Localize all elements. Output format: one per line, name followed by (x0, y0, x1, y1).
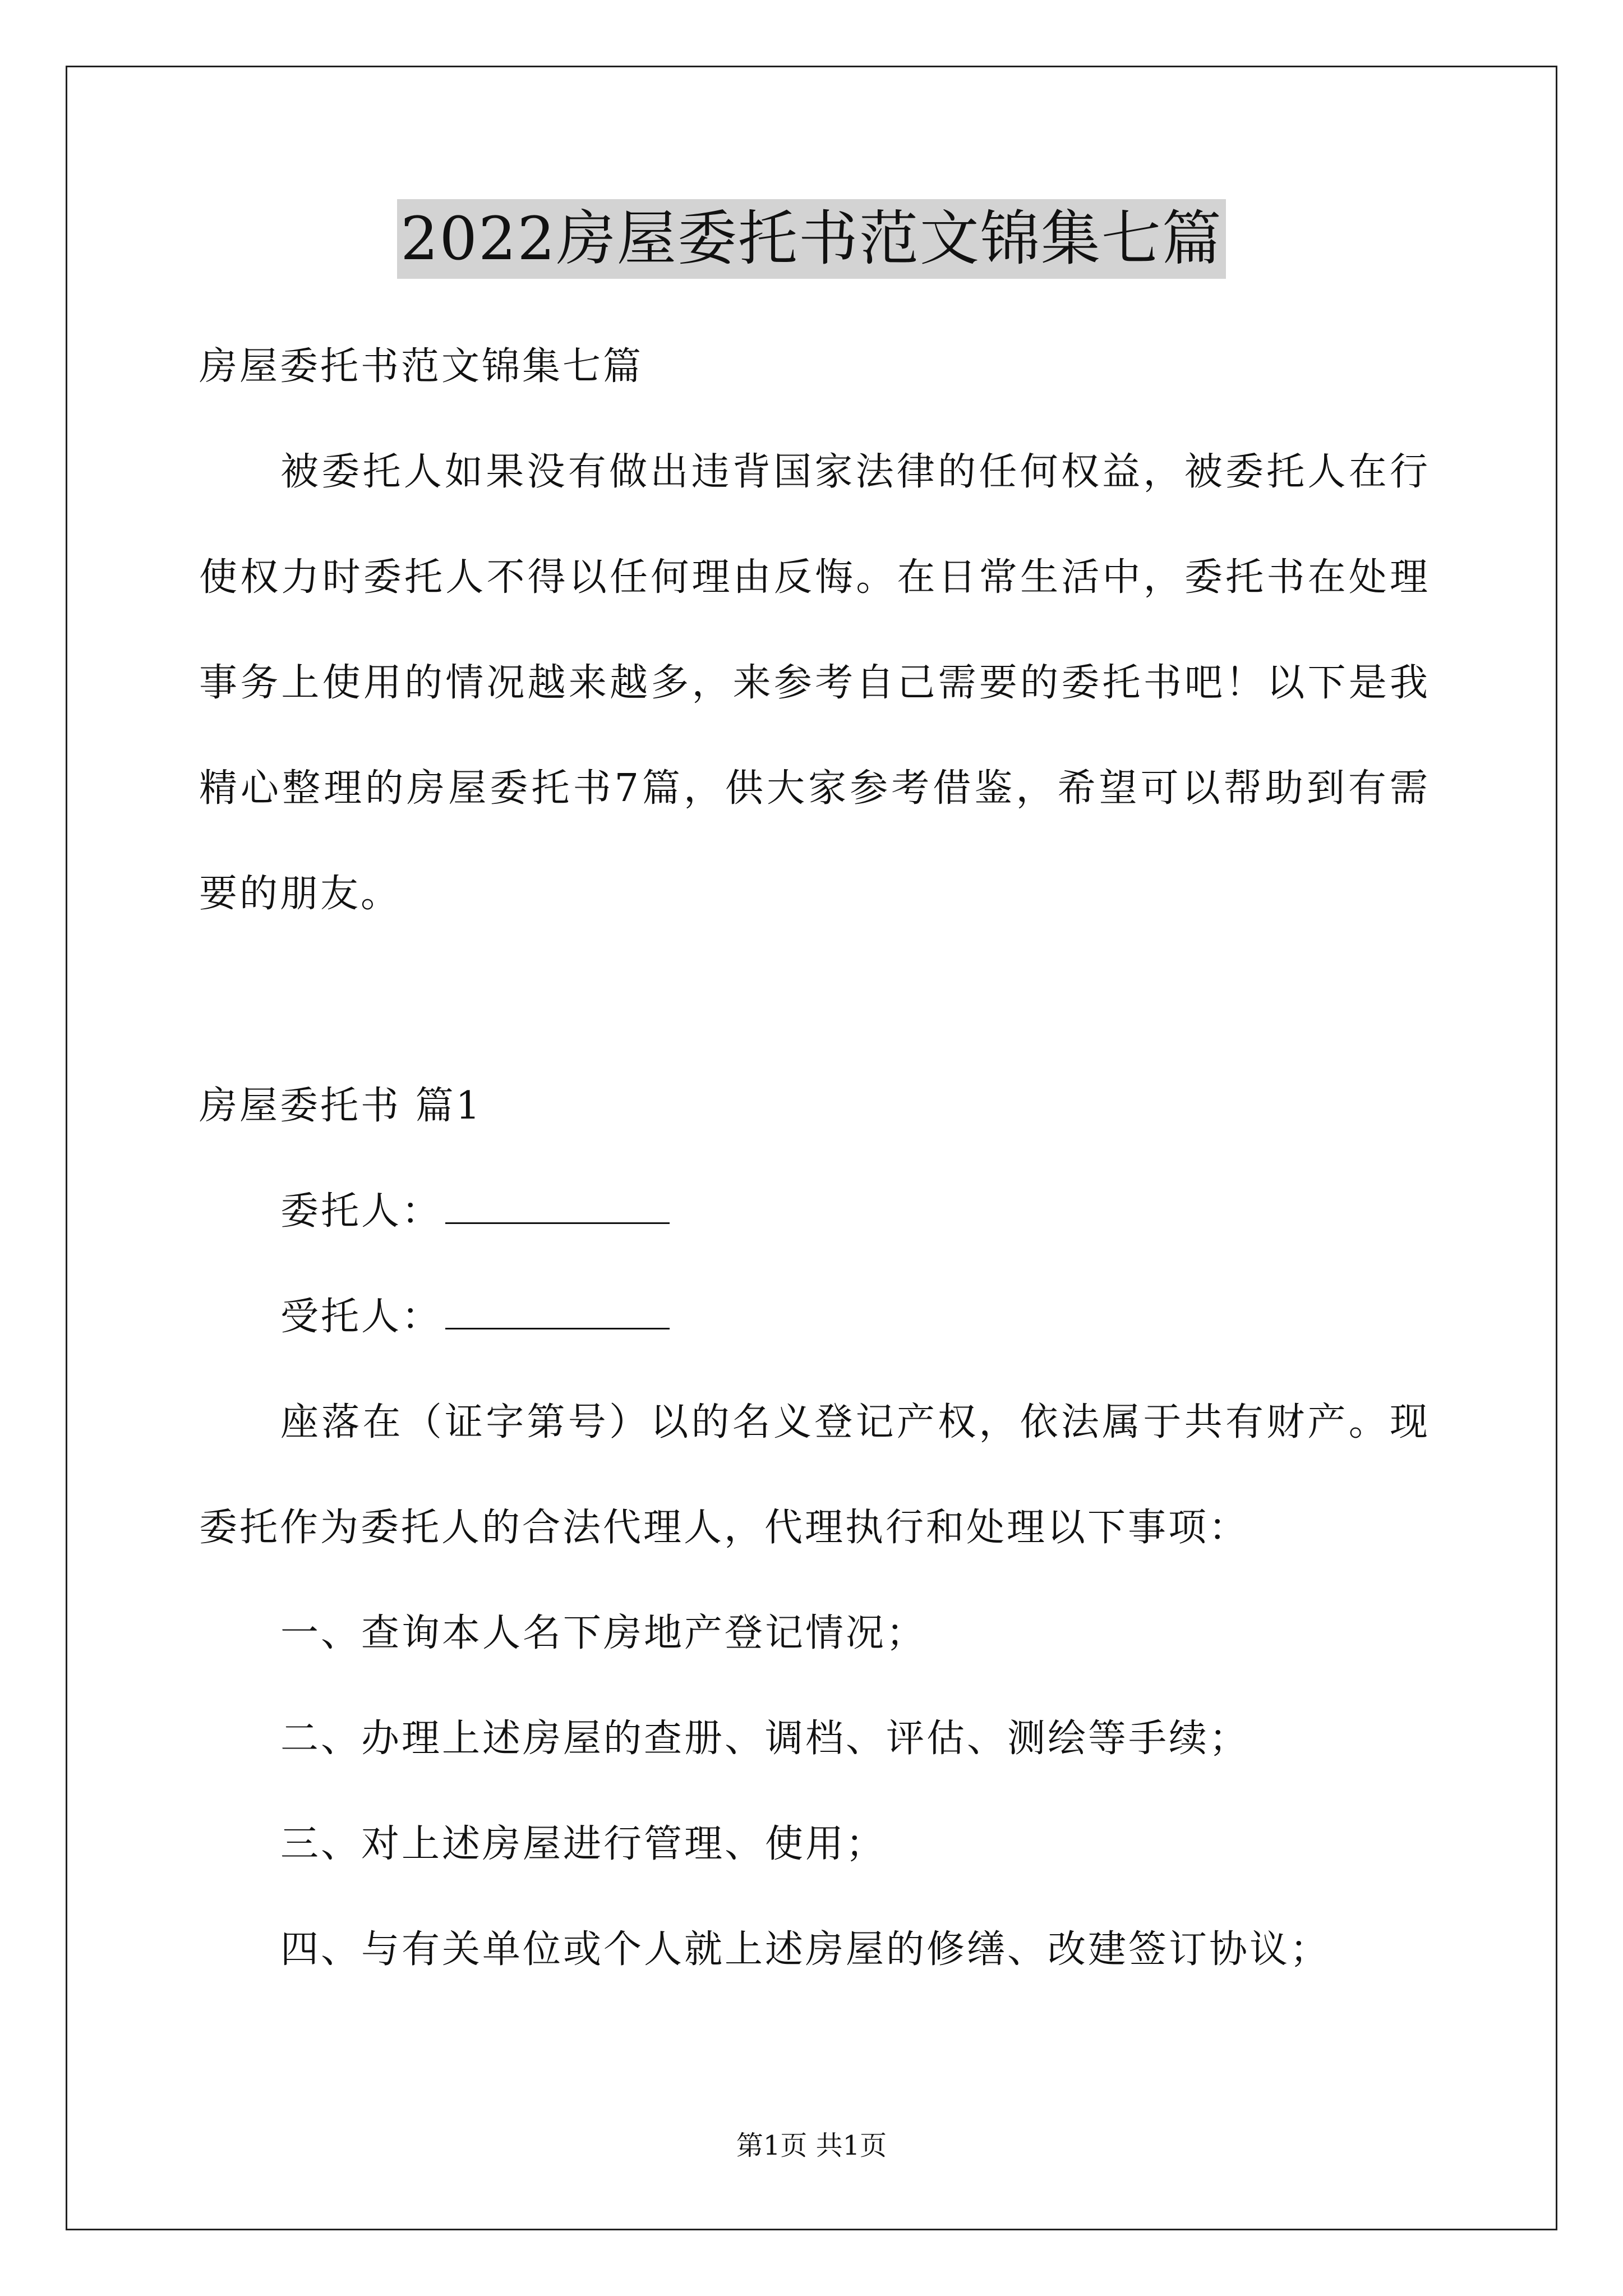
document-title: 2022房屋委托书范文锦集七篇 (397, 199, 1226, 279)
agent-blank-field (445, 1326, 670, 1329)
title-container (0, 199, 1623, 279)
intro-paragraph: 被委托人如果没有做出违背国家法律的任何权益，被委托人在行使权力时委托人不得以任何理由反悔。在日常生活中，委托书在处理事务上使用的情况越来越多，来参考自己需要的委托书吧！以下是我精心整理的房屋委托书7篇，供大家参考借鉴，希望可以帮助到有需要的朋友。 (199, 450, 1430, 916)
page-footer: 第1页 共1页 (736, 2130, 887, 2161)
agent-label: 受托人： (280, 1295, 442, 1339)
section-heading: 房屋委托书 篇1 (199, 1084, 482, 1128)
document-body (199, 314, 1430, 2003)
section-gap (199, 947, 1430, 1053)
list-item: 三、对上述房屋进行管理、使用； (280, 1822, 887, 1866)
client-line (199, 1159, 1430, 1264)
list-item: 一、查询本人名下房地产登记情况； (280, 1611, 927, 1655)
document-subtitle: 房屋委托书范文锦集七篇 (199, 344, 644, 389)
list-item: 四、与有关单位或个人就上述房屋的修缮、改建签订协议； (280, 1927, 1331, 1972)
client-blank-field (445, 1220, 670, 1224)
body-paragraph: 座落在（证字第号）以的名义登记产权，依法属于共有财产。现委托作为委托人的合法代理人，代理执行和处理以下事项： (199, 1400, 1430, 1550)
list-item: 二、办理上述房屋的查册、调档、评估、测绘等手续； (280, 1717, 1250, 1761)
client-label: 委托人： (280, 1189, 442, 1234)
agent-line (199, 1264, 1430, 1370)
